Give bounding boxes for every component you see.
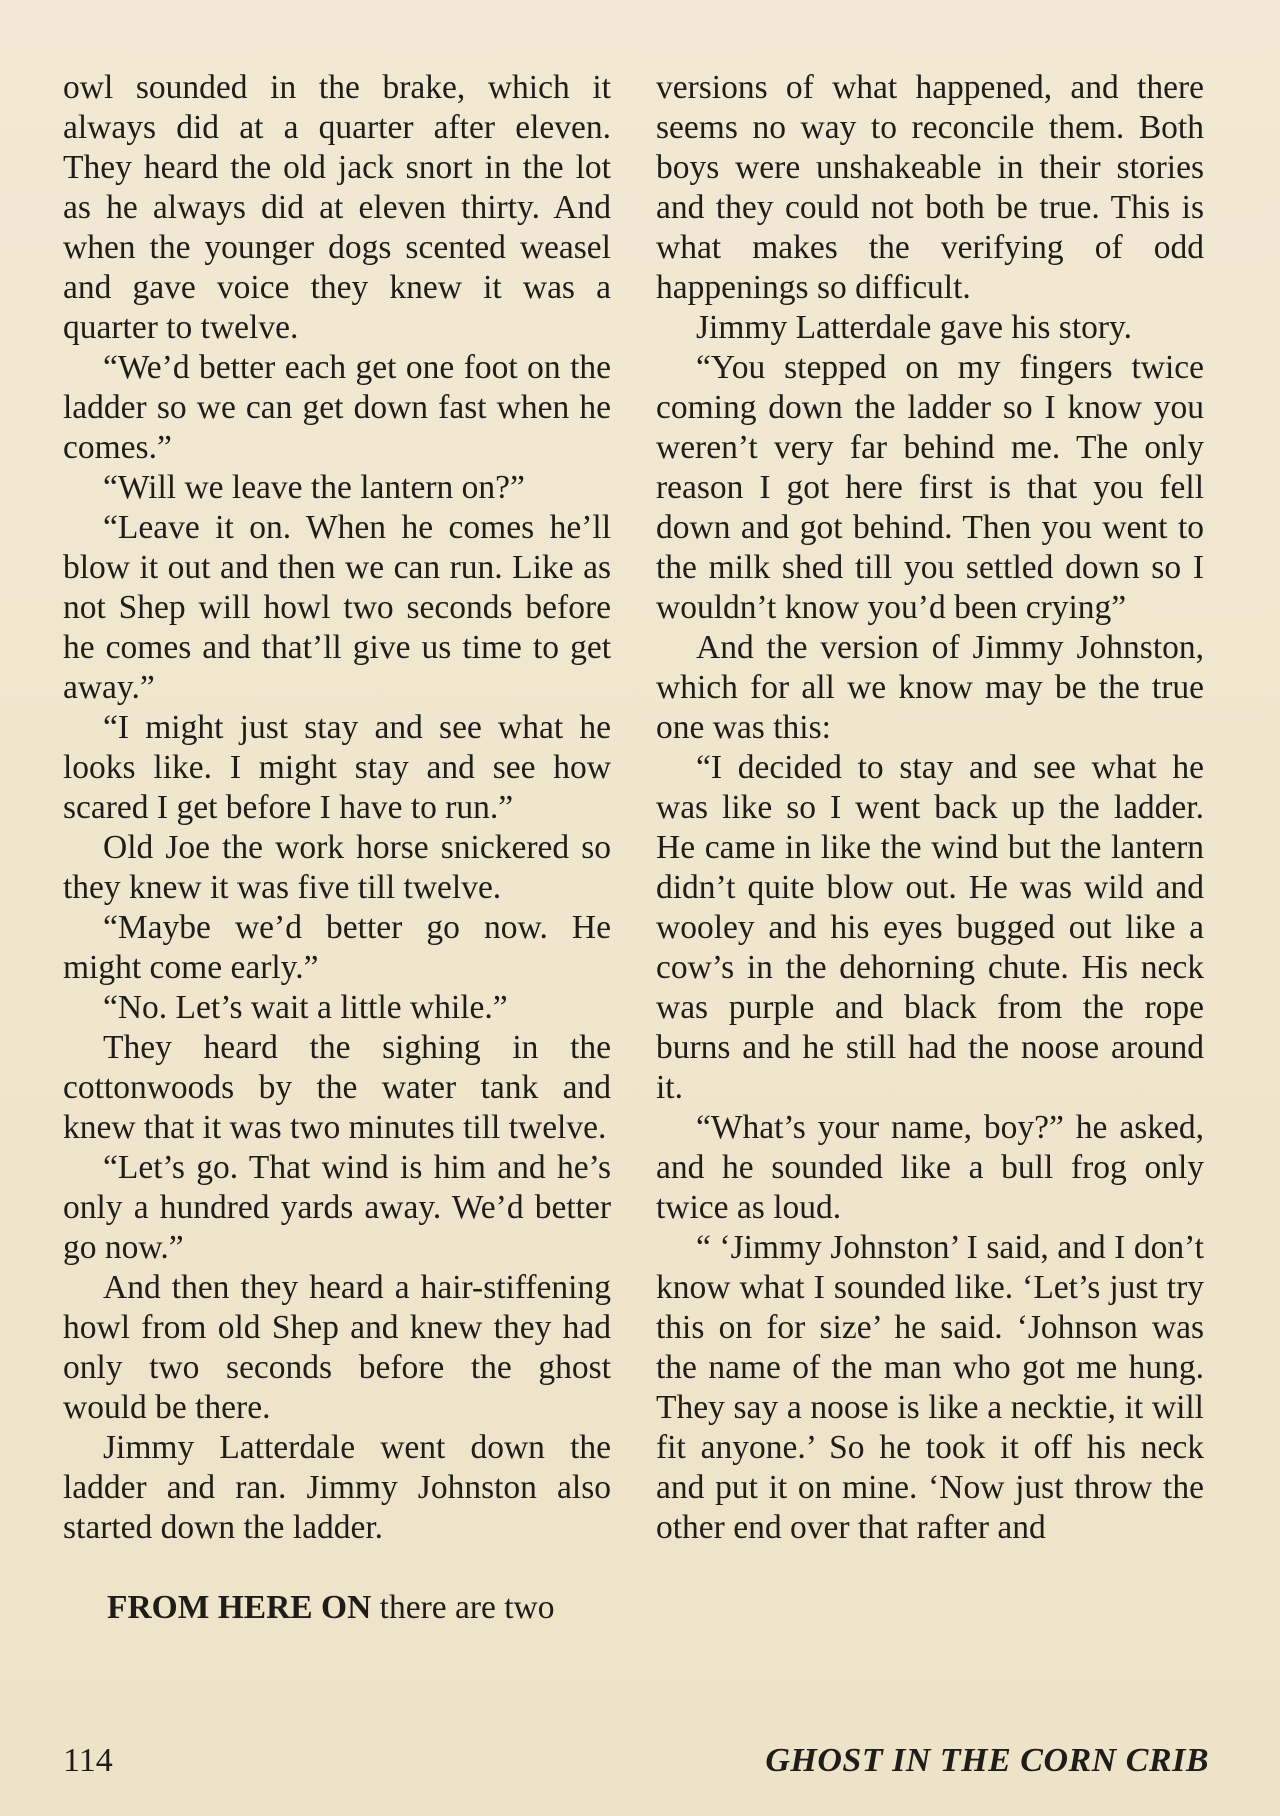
- paragraph: “I might just stay and see what he looks like. I might stay and see how scared I get before I have to run.”: [63, 709, 611, 826]
- right-column: [656, 68, 1204, 1548]
- paragraph: Jimmy Latterdale gave his story.: [696, 309, 1133, 346]
- paragraph: versions of what happened, and there seems no way to reconcile them. Both boys were unshakeable in their stories and they could not both be true. This is what makes the verifying of odd happenings so difficult.: [656, 69, 1204, 306]
- paragraph: “ ‘Jimmy Johnston’ I said, and I don’t know what I sounded like. ‘Let’s just try this on for size’ he said. ‘Johnson was the name of the man who got me hung. They say a noose is like a necktie, it will fit anyone.’ So he took it off his neck and put it on mine. ‘Now just throw the other end over that rafter and: [656, 1229, 1204, 1546]
- paragraph: “Leave it on. When he comes he’ll blow it out and then we can run. Like as not Shep will howl two seconds before he comes and that’ll give us time to get away.”: [63, 509, 611, 706]
- paragraph: “No. Let’s wait a little while.”: [103, 989, 508, 1026]
- paragraph: “We’d better each get one foot on the ladder so we can get down fast when he comes.”: [63, 349, 611, 466]
- section-lead: FROM HERE ON: [107, 1589, 372, 1626]
- paragraph: Jimmy Latterdale went down the ladder and ran. Jimmy Johnston also started down the ladder.: [63, 1429, 611, 1546]
- paragraph: They heard the sighing in the cottonwoods by the water tank and knew that it was two minutes till twelve.: [63, 1029, 611, 1146]
- section-paragraph: [63, 1588, 611, 1628]
- paragraph: owl sounded in the brake, which it always did at a quarter after eleven. They heard the old jack snort in the lot as he always did at eleven thirty. And when the younger dogs scented weasel and gave voice they knew it was a quarter to twelve.: [63, 69, 611, 346]
- paragraph: “What’s your name, boy?” he asked, and he sounded like a bull frog only twice as loud.: [656, 1109, 1204, 1226]
- paragraph: “You stepped on my fingers twice coming down the ladder so I know you weren’t very far behind me. The only reason I got here first is that you fell down and got behind. Then you went to the milk shed till you settled down so I wouldn’t know you’d been crying”: [656, 349, 1204, 626]
- page-footer: [63, 1736, 1209, 1786]
- page-number: 114: [63, 1742, 113, 1779]
- left-column: [63, 68, 611, 1628]
- paragraph: “Let’s go. That wind is him and he’s only a hundred yards away. We’d better go now.”: [63, 1149, 611, 1266]
- paragraph: “Will we leave the lantern on?”: [103, 469, 525, 506]
- running-title: GHOST IN THE CORN CRIB: [765, 1742, 1209, 1779]
- paragraph: And then they heard a hair-stiffening howl from old Shep and knew they had only two seconds before the ghost would be there.: [63, 1269, 611, 1426]
- paragraph: “I decided to stay and see what he was like so I went back up the ladder. He came in like the wind but the lantern didn’t quite blow out. He was wild and wooley and his eyes bugged out like a cow’s in the dehorning chute. His neck was purple and black from the rope burns and he still had the noose around it.: [656, 749, 1204, 1106]
- paragraph: And the version of Jimmy Johnston, which for all we know may be the true one was this:: [656, 629, 1204, 746]
- section-text: there are two: [371, 1589, 555, 1626]
- paragraph: Old Joe the work horse snickered so they knew it was five till twelve.: [63, 829, 611, 906]
- paragraph: “Maybe we’d better go now. He might come early.”: [63, 909, 611, 986]
